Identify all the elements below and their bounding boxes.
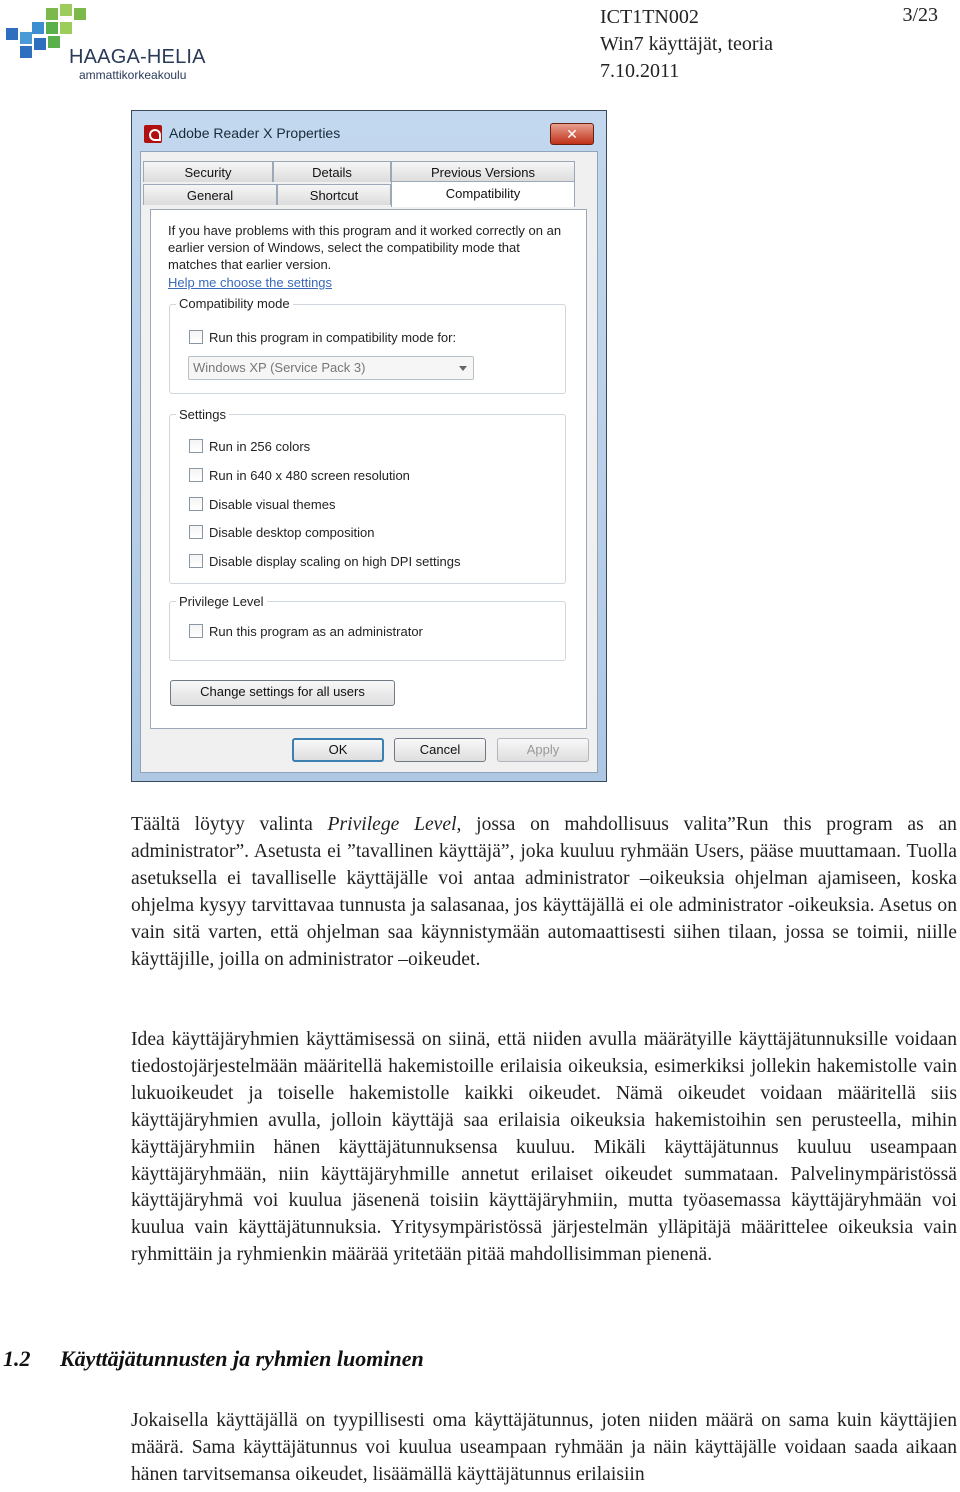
checkbox-label: Run in 256 colors [209, 439, 311, 454]
checkbox-label: Disable display scaling on high DPI settings [209, 554, 461, 569]
run-as-admin-checkbox[interactable] [189, 623, 423, 641]
tab-previous-versions[interactable]: Previous Versions [391, 161, 575, 182]
tab-shortcut[interactable]: Shortcut [277, 184, 391, 205]
logo-name: HAAGA-HELIA [69, 46, 206, 68]
tab-security[interactable]: Security [143, 161, 273, 182]
logo-square [46, 8, 58, 20]
cancel-button[interactable]: Cancel [394, 738, 486, 762]
checkbox-label: Disable visual themes [209, 497, 336, 512]
adobe-reader-icon [144, 125, 162, 143]
help-link[interactable]: Help me choose the settings [168, 275, 333, 290]
course-code: ICT1TN002 [600, 6, 699, 28]
setting-checkbox[interactable] [189, 524, 374, 542]
tab-compatibility[interactable]: Compatibility [391, 181, 575, 207]
section-heading: Käyttäjätunnusten ja ryhmien luominen [60, 1346, 424, 1371]
chevron-down-icon [459, 366, 467, 371]
checkbox-label: Disable desktop composition [209, 525, 375, 540]
section-number: 1.2 [3, 1346, 31, 1371]
change-settings-all-users-button[interactable]: Change settings for all users [170, 680, 395, 706]
compatibility-mode-checkbox[interactable] [189, 329, 456, 347]
logo-square [60, 4, 72, 16]
logo-square [74, 8, 86, 20]
intro-text: If you have problems with this program and it worked correctly on an earlier version of Windows, select the compatibility mode that matches that earlier version. [168, 223, 562, 272]
close-button[interactable]: ✕ [550, 123, 594, 145]
haaga-helia-logo [6, 4, 206, 84]
paragraph-user-accounts: Jokaisella käyttäjällä on tyypillisesti oma käyttäjätunnus, joten niiden määrä on sama kuin käyttäjien määrä. Sama käyttäjätunnus voi kuulua useampaan ryhmään ja näin käyttäjälle voidaan saada aikaan hänen tarvitsemansa oikeudet, lisäämällä käyttäjätunnus erilaisiin [131, 1410, 957, 1485]
setting-checkbox[interactable] [189, 438, 310, 456]
logo-square [20, 46, 32, 58]
logo-square [32, 22, 44, 34]
checkbox-box[interactable] [189, 439, 203, 453]
page-number: 3/23 [902, 4, 938, 26]
compatibility-mode-group [169, 304, 566, 394]
paragraph-text: , jossa on mahdollisuus valita”Run this program as an administrator”. Asetusta ei ”tavallinen käyttäjä”, joka kuuluu ryhmään Users, pääse muuttamaan. Tuolla asetuksella ei tavalliselle käyttäjälle voi antaa administrator –oikeuksia ohjelman ajamiseen, koska ohjelma kysyy tarvittavaa tunnusta ja salasanaa, jos käyttäjällä ei ole administrator -oikeuksia. Asetus on vain sitä varten, että ohjelman saa käynnistymään automaattisesti siihen tilaan, jossa se toimii, niille käyttäjille, joilla on administrator –oikeudet. [131, 814, 957, 970]
paragraph-text: Täältä löytyy valinta [131, 814, 328, 835]
compatibility-mode-label: Compatibility mode [176, 296, 293, 311]
dialog-titlebar [132, 111, 606, 151]
checkbox-box[interactable] [189, 624, 203, 638]
paragraph-privilege-level [131, 812, 957, 973]
tab-general[interactable]: General [143, 184, 277, 205]
document-title: Win7 käyttäjät, teoria [600, 33, 774, 55]
checkbox-box[interactable] [189, 497, 203, 511]
setting-checkbox[interactable] [189, 467, 410, 485]
logo-square [48, 36, 60, 48]
properties-dialog-screenshot [131, 110, 607, 782]
setting-checkbox[interactable] [189, 496, 335, 514]
apply-button[interactable]: Apply [497, 738, 589, 762]
checkbox-box[interactable] [189, 525, 203, 539]
checkbox-label: Run in 640 x 480 screen resolution [209, 468, 410, 483]
privilege-level-label: Privilege Level [176, 594, 267, 609]
document-date: 7.10.2011 [600, 60, 680, 82]
logo-square [60, 22, 72, 34]
logo-square [20, 32, 32, 44]
logo-square [6, 28, 18, 40]
document-header [600, 4, 773, 85]
compatibility-mode-select[interactable] [188, 356, 474, 380]
checkbox-box[interactable] [189, 468, 203, 482]
tab-details[interactable]: Details [273, 161, 391, 182]
emphasis-privilege-level: Privilege Level [327, 814, 457, 835]
paragraph-user-groups: Idea käyttäjäryhmien käyttämisessä on siinä, että niiden avulla määrätyille käyttäjätunnuksille voidaan tiedostojärjestelmään määritellä hakemistoille erilaisia oikeuksia, esimerkiksi jollekin hakemistolle vain lukuoikeudet ja toiselle hakemistolle kaikki oikeudet. Nämä oikeudet voidaan määritellä siis käyttäjäryhmien avulla, jolloin käyttäjä saa erilaisia oikeuksia hakemistoihin sen perusteella, mihin käyttäjäryhmiin hänen käyttäjätunnuksensa kuuluu. Mikäli käyttäjätunnus kuuluu useampaan käyttäjäryhmään, niin käyttäjäryhmille annetut erilaiset oikeudet summataan. Palvelinympäristössä käyttäjäryhmä voi kuulua jäsenenä toisiin käyttäjäryhmiin, mutta työasemassa käyttäjäryhmään voi kuulua vain käyttäjätunnuksia. Yritysympäristössä järjestelmän ylläpitäjä määrittelee oikeuksia vain ryhmittäin ja ryhmienkin määrää yritetään pitää mahdollisimman pienenä. [131, 1029, 957, 1266]
ok-button[interactable]: OK [292, 738, 384, 762]
checkbox-label: Run this program as an administrator [209, 624, 423, 639]
settings-label: Settings [176, 407, 229, 422]
setting-checkbox[interactable] [189, 553, 460, 571]
checkbox-box[interactable] [189, 330, 203, 344]
dialog-title: Adobe Reader X Properties [169, 125, 341, 141]
checkbox-box[interactable] [189, 554, 203, 568]
logo-square [34, 38, 46, 50]
logo-subtitle: ammattikorkeakoulu [79, 68, 187, 82]
checkbox-label: Run this program in compatibility mode for: [209, 330, 457, 345]
select-value: Windows XP (Service Pack 3) [193, 360, 366, 375]
logo-square [46, 22, 58, 34]
